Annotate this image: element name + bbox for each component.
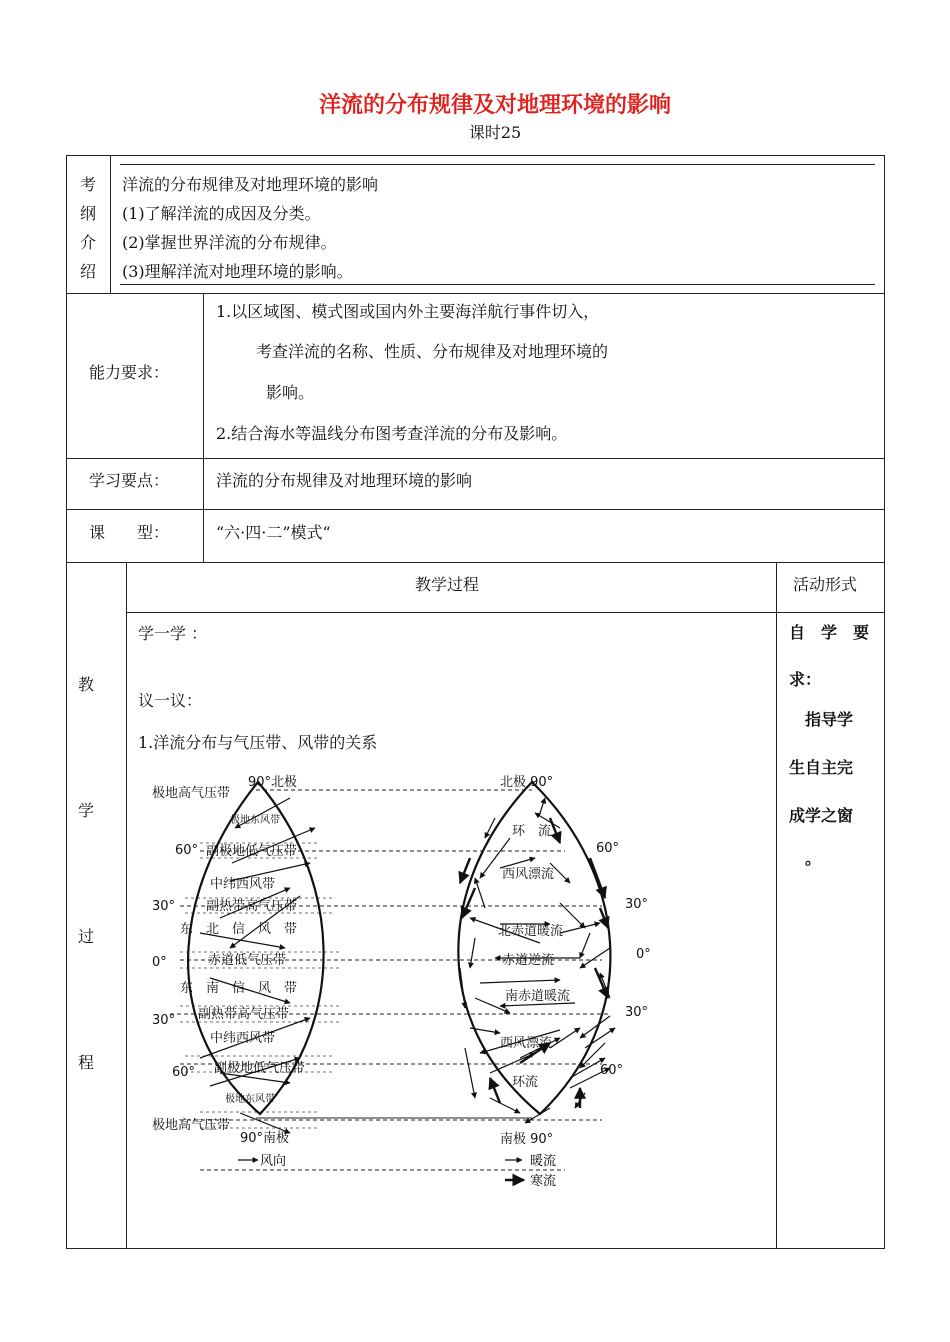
process-label-divider (126, 562, 127, 1249)
activity-line: 成学之窗 (789, 806, 854, 825)
label: 60° (596, 841, 620, 856)
activity-line: 自 学 要 (789, 623, 870, 642)
activity-column-header: 活动形式 (793, 575, 858, 594)
row-divider (66, 509, 885, 510)
label: 30° (152, 1013, 176, 1028)
exam-inner-bottom-line (120, 284, 875, 285)
row-divider (66, 562, 885, 563)
label: 北极 90° (500, 775, 554, 790)
exam-label-char: 介 (79, 233, 96, 252)
label: 极地高气压带 (152, 786, 231, 801)
label: 副极地低气压带 (214, 1061, 306, 1076)
label: 60° (600, 1063, 624, 1078)
lesson-type-text: “六·四·二”模式“ (216, 523, 331, 542)
label: 环 流 (512, 824, 552, 839)
label: 西风漂流 (500, 1036, 553, 1051)
discuss-heading: 议一议： (138, 691, 203, 710)
legend-cold: 寒流 (530, 1174, 557, 1189)
label: 赤道逆流 (502, 953, 555, 968)
label: 东 南 信 风 带 (180, 981, 298, 996)
label: 副热带高气压带 (198, 1007, 290, 1022)
legend-warm: 暖流 (530, 1154, 557, 1169)
label: 环流 (512, 1075, 539, 1090)
ability-label-divider (203, 293, 204, 562)
label: 30° (152, 899, 176, 914)
row-divider (66, 293, 885, 294)
label: 90°南极 (240, 1131, 290, 1146)
label: 南赤道暖流 (505, 989, 571, 1004)
label: 60° (175, 843, 199, 858)
lesson-type-label: 课 型： (89, 523, 170, 542)
activity-line: 。 (789, 849, 822, 868)
activity-column-divider (776, 562, 777, 1249)
ability-line: 考查洋流的名称、性质、分布规律及对地理环境的 (256, 342, 609, 361)
exam-line: (3)理解洋流对地理环境的影响。 (122, 262, 353, 281)
label: 中纬西风带 (210, 1031, 276, 1046)
process-label-char: 教 (77, 675, 94, 694)
exam-inner-top-line (120, 164, 875, 165)
label: 90°北极 (248, 775, 298, 790)
label: 南极 90° (500, 1132, 554, 1147)
keypoints-text: 洋流的分布规律及对地理环境的影响 (216, 471, 473, 490)
exam-label-char: 绍 (79, 262, 96, 281)
ability-line: 2.结合海水等温线分布图考查洋流的分布及影响。 (216, 424, 568, 443)
exam-label-char: 考 (79, 175, 96, 194)
keypoints-label: 学习要点： (89, 471, 170, 490)
row-divider (66, 458, 885, 459)
legend (238, 1153, 556, 1189)
activity-line: 指导学 (789, 710, 854, 729)
label: 东 北 信 风 带 (180, 922, 298, 937)
process-column-header: 教学过程 (415, 575, 480, 594)
exam-label-divider (110, 155, 111, 293)
ability-line: 影响。 (266, 383, 315, 402)
process-label-char: 学 (77, 801, 94, 820)
learn-heading: 学一学 ： (138, 624, 208, 643)
label: 中纬西风带 (210, 877, 276, 892)
label: 30° (625, 897, 649, 912)
label: 极地东风带 (230, 815, 280, 826)
label: 北赤道暖流 (498, 924, 564, 939)
exam-line: (2)掌握世界洋流的分布规律。 (122, 233, 337, 252)
page-title: 洋流的分布规律及对地理环境的影响 (318, 93, 671, 118)
label: 西风漂流 (502, 867, 555, 882)
item-heading: 1.洋流分布与气压带、风带的关系 (138, 733, 378, 752)
process-header-line (126, 612, 885, 613)
label: 0° (636, 947, 651, 962)
legend-wind: 风向 (260, 1154, 287, 1169)
label: 极地东风带 (225, 1094, 275, 1105)
wind-current-diagram (140, 768, 670, 1198)
page-subtitle: 课时25 (468, 123, 522, 142)
label: 副极地低气压带 (206, 844, 298, 859)
label: 30° (625, 1005, 649, 1020)
label: 赤道低气压带 (208, 953, 287, 968)
ability-label: 能力要求： (89, 363, 170, 382)
label: 0° (152, 955, 167, 970)
exam-line: (1)了解洋流的成因及分类。 (122, 204, 321, 223)
label: 副热带高气压带 (206, 899, 298, 914)
exam-label-char: 纲 (79, 204, 96, 223)
process-label-char: 程 (77, 1053, 94, 1072)
label: 极地高气压带 (152, 1118, 231, 1133)
label: 60° (172, 1065, 196, 1080)
process-label-char: 过 (77, 927, 94, 946)
activity-line: 生自主完 (789, 758, 854, 777)
exam-line: 洋流的分布规律及对地理环境的影响 (122, 175, 379, 194)
activity-line: 求： (789, 670, 822, 689)
ability-line: 1.以区域图、模式图或国内外主要海洋航行事件切入， (216, 302, 600, 321)
